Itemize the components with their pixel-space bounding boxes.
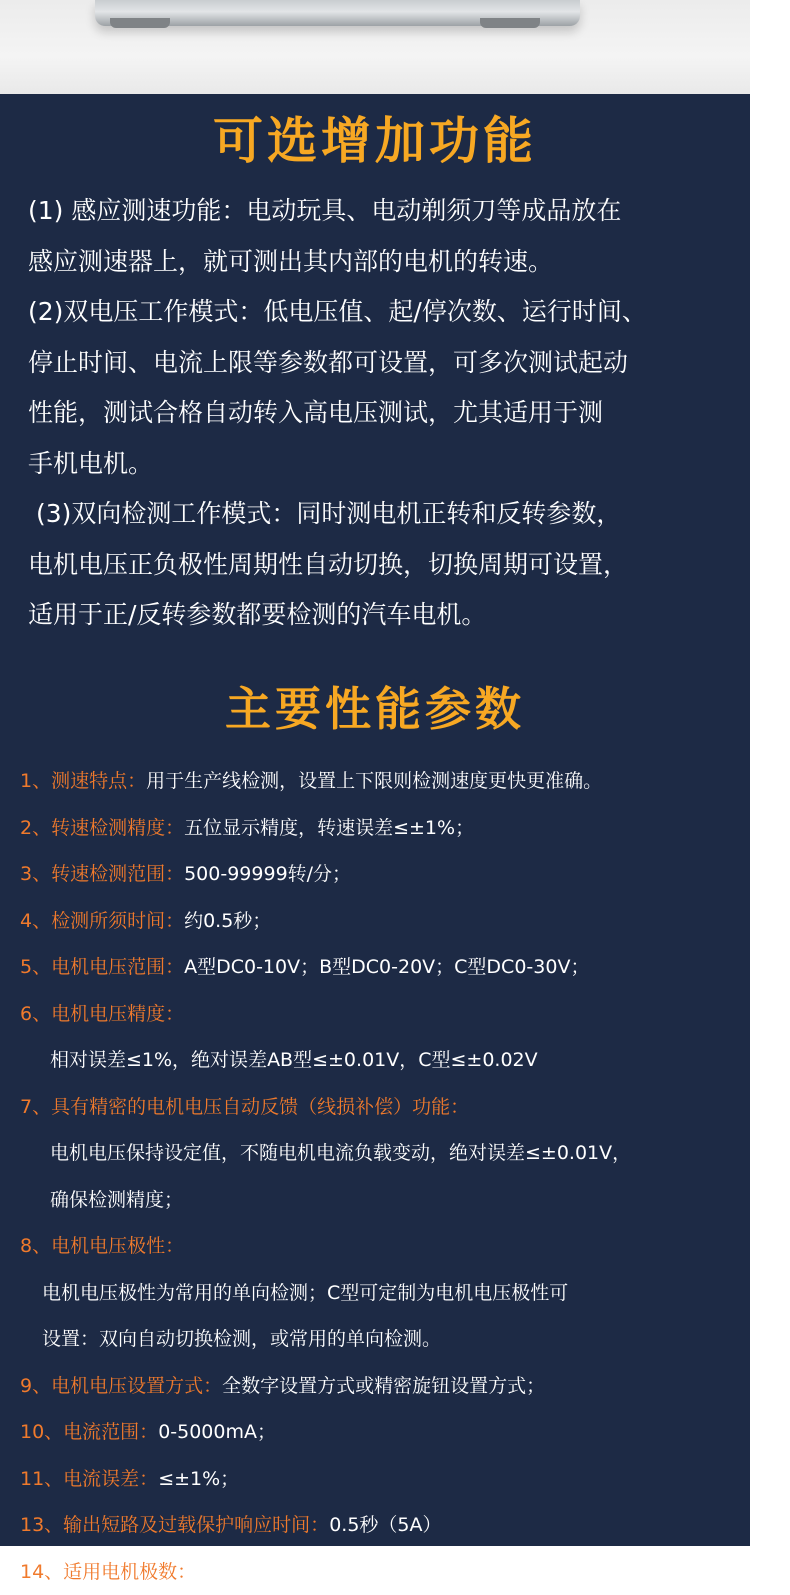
spec-row [20,991,750,1038]
spec-row [20,1130,750,1177]
spec-label: 4、检测所须时间： [20,910,184,932]
feature-line: 电机电压正负极性周期性自动切换，切换周期可设置， [28,540,738,591]
device-foot-left [110,18,170,28]
spec-row [20,1223,750,1270]
spec-row [20,944,750,991]
feature-line: (1) 感应测速功能：电动玩具、电动剃须刀等成品放在 [28,186,738,237]
spec-value: 0-5000mA； [158,1421,276,1443]
spec-value: 确保检测精度； [50,1189,183,1211]
spec-value: A型DC0-10V；B型DC0-20V；C型DC0-30V； [184,956,589,978]
spec-label: 6、电机电压精度： [20,1003,184,1025]
spec-value: 设置：双向自动切换检测，或常用的单向检测。 [42,1328,441,1350]
feature-line: 感应测速器上，就可测出其内部的电机的转速。 [28,237,738,288]
spec-value: 约0.5秒； [184,910,271,932]
spec-label: 7、具有精密的电机电压自动反馈（线损补偿）功能： [20,1096,469,1118]
spec-list [20,758,750,1595]
spec-label: 1、测速特点： [20,770,146,792]
spec-label: 5、电机电压范围： [20,956,184,978]
spec-value: 电机电压保持设定值，不随电机电流负载变动，绝对误差≤±0.01V， [50,1142,631,1164]
feature-line: 手机电机。 [28,439,738,490]
feature-panel [0,94,750,1546]
spec-row [20,1456,750,1503]
spec-row [20,1316,750,1363]
spec-value: A测二极电机，C型测三极和五极电机两者电机； [196,1561,602,1583]
main-specs-title: 主要性能参数 [0,678,750,740]
spec-row [20,1177,750,1224]
feature-line: 性能，测试合格自动转入高电压测试，尤其适用于测 [28,388,738,439]
spec-value: 全数字设置方式或精密旋钮设置方式； [222,1375,545,1397]
spec-value: 相对误差≤1%，绝对误差AB型≤±0.01V，C型≤±0.02V [50,1049,538,1071]
spec-row [20,898,750,945]
spec-label: 10、电流范围： [20,1421,158,1443]
optional-features-text [28,186,738,641]
product-photo-strip [0,0,750,94]
spec-row [20,805,750,852]
spec-row [20,1084,750,1131]
spec-row [20,1270,750,1317]
spec-value: ≤±1%； [158,1468,239,1490]
feature-line: 停止时间、电流上限等参数都可设置，可多次测试起动 [28,338,738,389]
spec-row [20,851,750,898]
spec-row [20,1363,750,1410]
spec-label: 13、输出短路及过载保护响应时间： [20,1514,329,1536]
device-foot-right [480,18,540,28]
spec-row [20,1409,750,1456]
spec-label: 3、转速检测范围： [20,863,184,885]
spec-value: 500-99999转/分； [184,863,351,885]
spec-label: 11、电流误差： [20,1468,158,1490]
spec-label: 8、电机电压极性： [20,1235,184,1257]
spec-label: 9、电机电压设置方式： [20,1375,222,1397]
spec-row [20,1037,750,1084]
optional-features-title: 可选增加功能 [0,108,750,174]
spec-value: 用于生产线检测，设置上下限则检测速度更快更准确。 [146,770,602,792]
spec-label: 2、转速检测精度： [20,817,184,839]
spec-value: 五位显示精度，转速误差≤±1%； [184,817,474,839]
feature-line: (3)双向检测工作模式：同时测电机正转和反转参数， [28,489,738,540]
spec-value: 电机电压极性为常用的单向检测；C型可定制为电机电压极性可 [42,1282,568,1304]
spec-label: 14、适用电机极数： [20,1561,196,1583]
spec-value: 0.5秒（5A） [329,1514,441,1536]
spec-row [20,758,750,805]
feature-line: (2)双电压工作模式：低电压值、起/停次数、运行时间、 [28,287,738,338]
spec-row [20,1549,750,1595]
feature-line: 适用于正/反转参数都要检测的汽车电机。 [28,590,738,641]
spec-row [20,1502,750,1549]
